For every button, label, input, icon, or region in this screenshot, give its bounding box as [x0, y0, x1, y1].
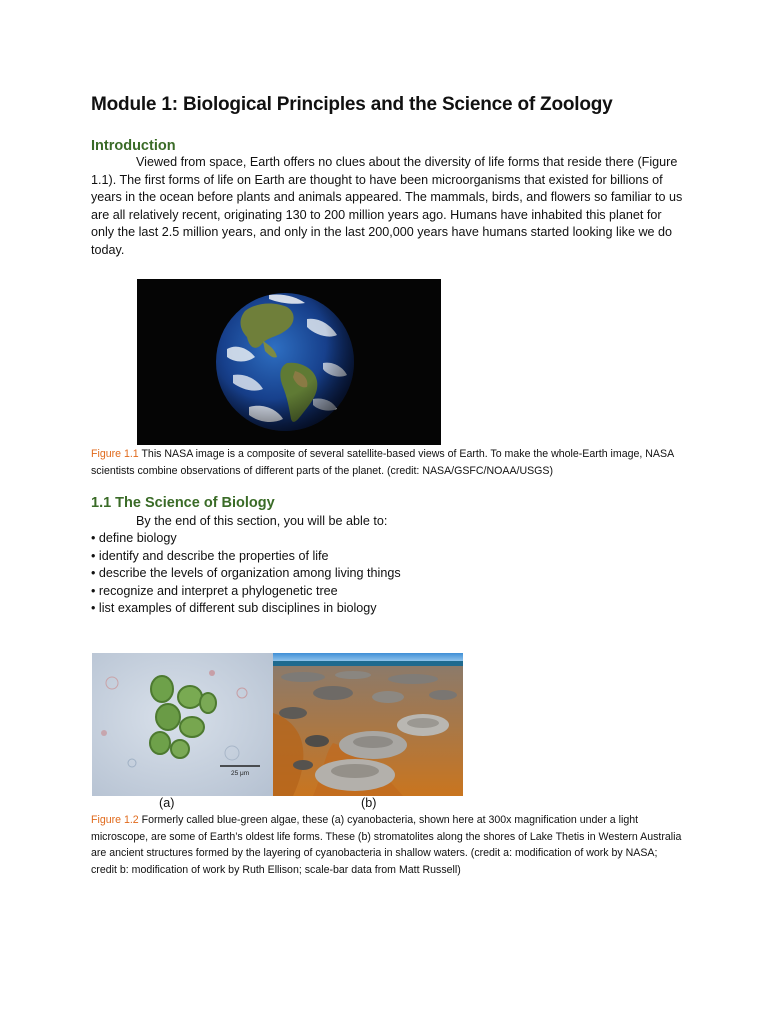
stromatolites-image [273, 653, 463, 796]
cyanobacteria-image [92, 653, 273, 796]
page-title: Module 1: Biological Principles and the Science of Zoology [91, 94, 613, 115]
list-item: • identify and describe the properties of life [91, 548, 401, 566]
list-item: • define biology [91, 530, 401, 548]
figure-1-1-caption [91, 446, 686, 479]
introduction-heading: Introduction [91, 138, 176, 154]
scale-bar-label: 25 μm [231, 770, 250, 777]
figure-1-2-sublabel-a: (a) [159, 796, 175, 810]
introduction-paragraph: Viewed from space, Earth offers no clues about the diversity of life forms that reside there (Figure 1.1). The first forms of life on Earth are thought to have been microorganisms that existed for billions of years in the ocean before plants and animals appeared. The mammals, birds, and flowers so familiar to us are all relatively recent, originating 130 to 200 million years ago. Humans have inhabited this planet for only the last 2.5 million years, and only in the last 200,000 years have humans started looking like we do today. [91, 155, 683, 257]
figure-1-2-label: Figure 1.2 [91, 814, 139, 826]
list-item: • describe the levels of organization among living things [91, 565, 401, 583]
list-item: • list examples of different sub disciplines in biology [91, 600, 401, 618]
section-lead: By the end of this section, you will be able to: [136, 514, 388, 528]
section-heading: 1.1 The Science of Biology [91, 495, 275, 511]
figure-1-2-caption [91, 812, 686, 879]
figure-1-2-sublabel-b: (b) [361, 796, 377, 810]
list-item: • recognize and interpret a phylogenetic tree [91, 583, 401, 601]
figure-1-2-caption-text: Formerly called blue-green algae, these (a) cyanobacteria, shown here at 300x magnification under a light microscope, are some of Earth’s oldest life forms. These (b) stromatolites along the shores of Lake Thetis in Western Australia are ancient structures formed by the layering of cyanobacteria in shallow waters. (credit a: modification of work by NASA; credit b: modification of work by Ruth Ellison; scale-bar data from Matt Russell) [91, 814, 682, 877]
learning-objectives-list [91, 530, 401, 618]
earth-image [137, 279, 441, 445]
figure-1-1-caption-text: This NASA image is a composite of several satellite-based views of Earth. To make the whole-Earth image, NASA scientists combine observations of different parts of the planet. (credit: NASA/GSFC/NOAA/USGS) [91, 448, 674, 477]
figure-1-1-label: Figure 1.1 [91, 448, 139, 460]
